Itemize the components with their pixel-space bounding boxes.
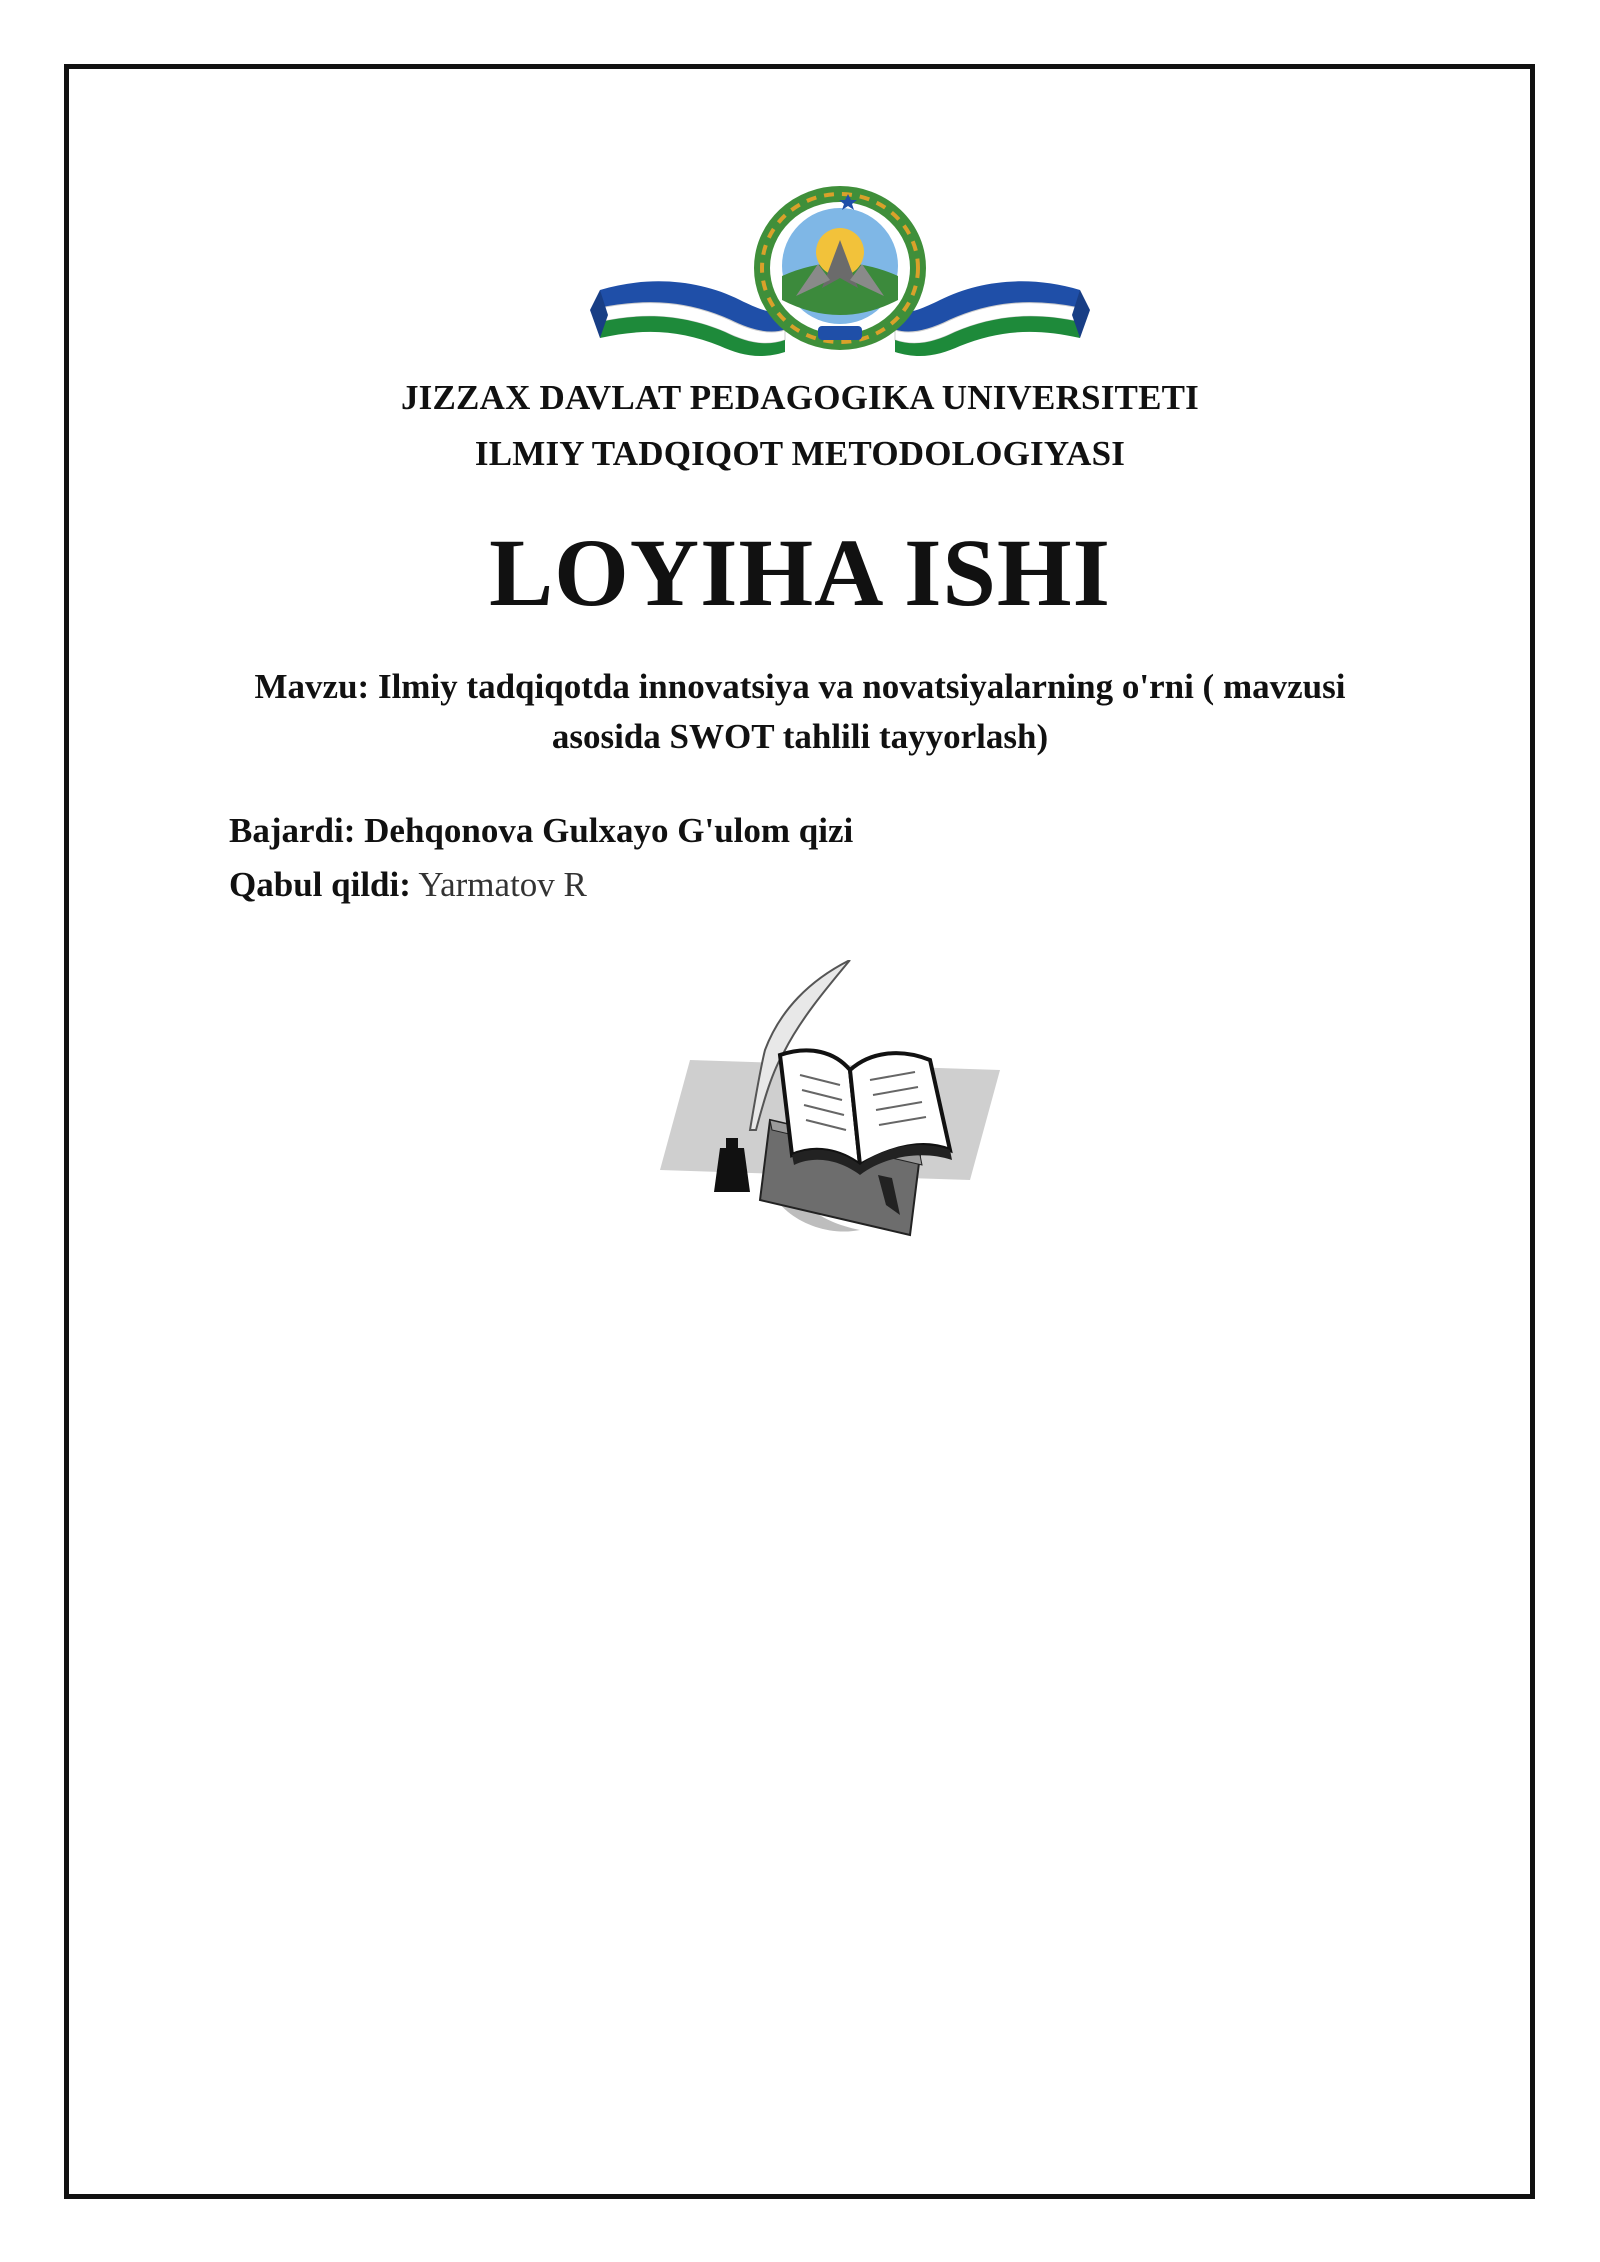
left-ribbon (590, 281, 785, 356)
inkwell (714, 1148, 750, 1192)
receiver-name: Yarmatov R (418, 865, 587, 904)
book-quill-icon (660, 960, 1020, 1250)
performer-line (229, 808, 853, 854)
document-title: LOYIHA ISHI (489, 519, 1111, 626)
university-name: JIZZAX DAVLAT PEDAGOGIKA UNIVERSITETI (400, 378, 1199, 417)
subject-name: ILMIY TADQIQOT METODOLOGIYASI (474, 434, 1126, 473)
topic-block (230, 662, 1370, 762)
state-emblem-icon (590, 180, 1090, 360)
receiver-line (229, 862, 587, 908)
emblem-bow (818, 326, 862, 340)
receiver-label: Qabul qildi: (229, 865, 411, 904)
right-ribbon (895, 281, 1090, 356)
topic-line-1: Mavzu: Ilmiy tadqiqotda innovatsiya va novatsiyalarning o'rni ( mavzusi (254, 667, 1346, 706)
performer-label: Bajardi: (229, 811, 356, 850)
performer-name: Dehqonova Gulxayo G'ulom qizi (364, 811, 854, 850)
topic-line-2: asosida SWOT tahlili tayyorlash) (551, 717, 1049, 756)
